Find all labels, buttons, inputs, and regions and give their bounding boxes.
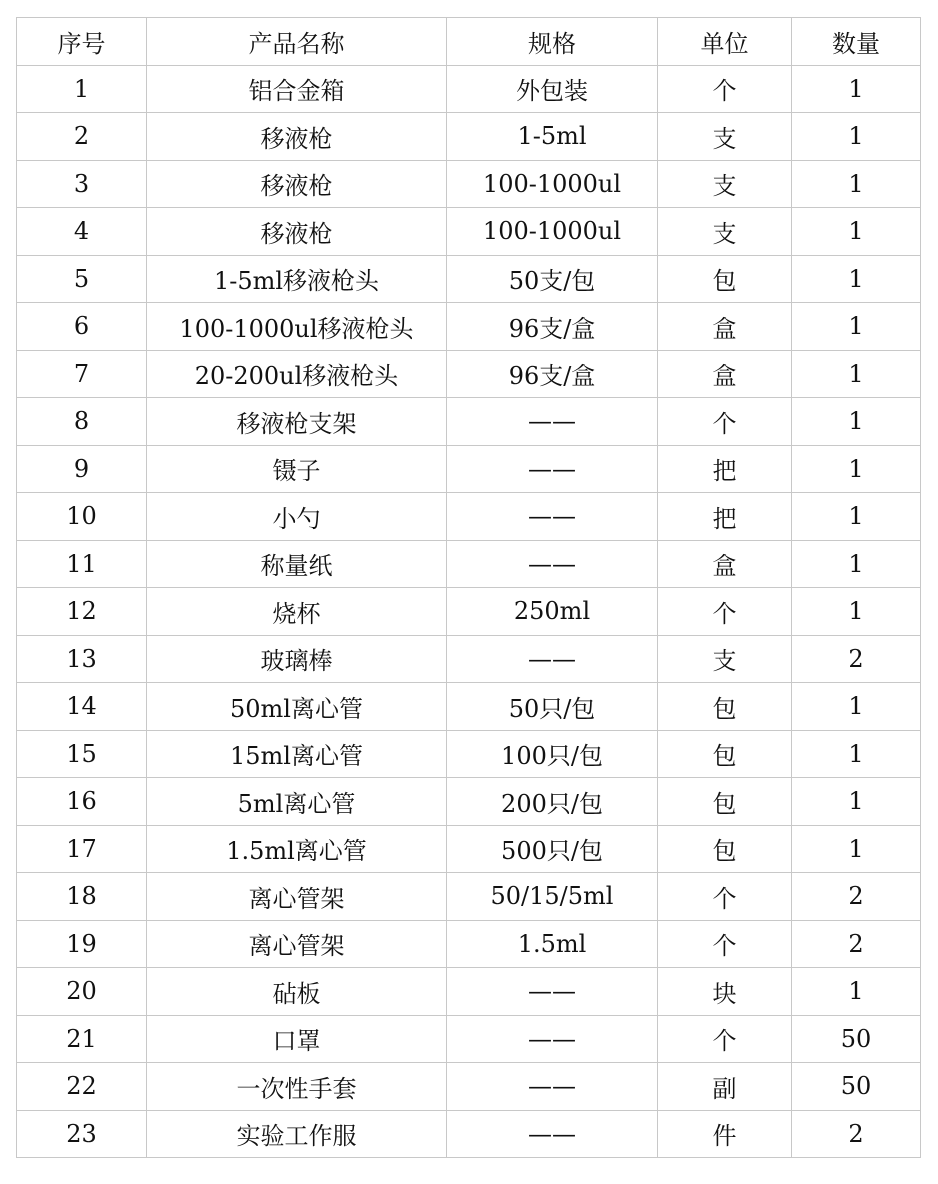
cell-product-name: 50ml离心管 xyxy=(147,683,447,731)
cell-product-name: 砧板 xyxy=(147,968,447,1016)
cell-index: 11 xyxy=(17,540,147,588)
cell-specification: 1-5ml xyxy=(447,113,658,161)
table-row xyxy=(17,1015,921,1063)
table-row xyxy=(17,588,921,636)
cell-quantity: 1 xyxy=(792,540,921,588)
cell-specification: 96支/盒 xyxy=(447,350,658,398)
cell-specification: —— xyxy=(447,398,658,446)
table-row xyxy=(17,398,921,446)
cell-product-name: 实验工作服 xyxy=(147,1110,447,1158)
equipment-table xyxy=(16,17,921,1158)
cell-quantity: 1 xyxy=(792,825,921,873)
cell-unit: 个 xyxy=(658,873,792,921)
cell-quantity: 1 xyxy=(792,445,921,493)
cell-unit: 包 xyxy=(658,730,792,778)
cell-unit: 支 xyxy=(658,208,792,256)
cell-specification: —— xyxy=(447,968,658,1016)
cell-quantity: 50 xyxy=(792,1015,921,1063)
cell-product-name: 20-200ul移液枪头 xyxy=(147,350,447,398)
cell-unit: 副 xyxy=(658,1063,792,1111)
cell-quantity: 1 xyxy=(792,730,921,778)
table-row xyxy=(17,445,921,493)
cell-unit: 个 xyxy=(658,65,792,113)
header-quantity: 数量 xyxy=(792,18,921,66)
cell-index: 15 xyxy=(17,730,147,778)
cell-specification: 50只/包 xyxy=(447,683,658,731)
cell-unit: 包 xyxy=(658,683,792,731)
cell-specification: —— xyxy=(447,1110,658,1158)
cell-specification: 1.5ml xyxy=(447,920,658,968)
table-row xyxy=(17,968,921,1016)
cell-specification: 50/15/5ml xyxy=(447,873,658,921)
table-row xyxy=(17,113,921,161)
cell-quantity: 2 xyxy=(792,1110,921,1158)
cell-index: 22 xyxy=(17,1063,147,1111)
cell-quantity: 1 xyxy=(792,493,921,541)
cell-unit: 盒 xyxy=(658,303,792,351)
table-row xyxy=(17,730,921,778)
cell-product-name: 100-1000ul移液枪头 xyxy=(147,303,447,351)
cell-unit: 支 xyxy=(658,160,792,208)
cell-product-name: 铝合金箱 xyxy=(147,65,447,113)
table-row xyxy=(17,920,921,968)
cell-product-name: 移液枪 xyxy=(147,160,447,208)
cell-unit: 盒 xyxy=(658,350,792,398)
cell-index: 16 xyxy=(17,778,147,826)
cell-quantity: 2 xyxy=(792,873,921,921)
cell-product-name: 口罩 xyxy=(147,1015,447,1063)
cell-index: 17 xyxy=(17,825,147,873)
header-unit: 单位 xyxy=(658,18,792,66)
table-row xyxy=(17,778,921,826)
cell-quantity: 1 xyxy=(792,778,921,826)
header-product-name: 产品名称 xyxy=(147,18,447,66)
cell-unit: 把 xyxy=(658,493,792,541)
cell-specification: 96支/盒 xyxy=(447,303,658,351)
cell-unit: 把 xyxy=(658,445,792,493)
header-index: 序号 xyxy=(17,18,147,66)
cell-index: 4 xyxy=(17,208,147,256)
table-row xyxy=(17,65,921,113)
cell-index: 13 xyxy=(17,635,147,683)
cell-product-name: 1.5ml离心管 xyxy=(147,825,447,873)
cell-product-name: 烧杯 xyxy=(147,588,447,636)
cell-product-name: 15ml离心管 xyxy=(147,730,447,778)
table-row xyxy=(17,540,921,588)
cell-index: 21 xyxy=(17,1015,147,1063)
table-row xyxy=(17,493,921,541)
cell-unit: 支 xyxy=(658,635,792,683)
cell-product-name: 移液枪 xyxy=(147,208,447,256)
cell-quantity: 1 xyxy=(792,160,921,208)
cell-quantity: 2 xyxy=(792,920,921,968)
table-row xyxy=(17,208,921,256)
cell-specification: 100-1000ul xyxy=(447,160,658,208)
cell-specification: 200只/包 xyxy=(447,778,658,826)
cell-product-name: 离心管架 xyxy=(147,873,447,921)
cell-specification: —— xyxy=(447,1063,658,1111)
table-row xyxy=(17,683,921,731)
table-row xyxy=(17,873,921,921)
cell-unit: 个 xyxy=(658,398,792,446)
table-row xyxy=(17,303,921,351)
cell-unit: 包 xyxy=(658,778,792,826)
table-row xyxy=(17,825,921,873)
cell-unit: 盒 xyxy=(658,540,792,588)
cell-index: 7 xyxy=(17,350,147,398)
cell-quantity: 1 xyxy=(792,65,921,113)
cell-unit: 个 xyxy=(658,920,792,968)
cell-index: 1 xyxy=(17,65,147,113)
cell-unit: 包 xyxy=(658,825,792,873)
table-row xyxy=(17,350,921,398)
cell-quantity: 1 xyxy=(792,208,921,256)
cell-quantity: 1 xyxy=(792,683,921,731)
cell-product-name: 玻璃棒 xyxy=(147,635,447,683)
table-row xyxy=(17,1110,921,1158)
cell-index: 19 xyxy=(17,920,147,968)
table-body xyxy=(17,65,921,1158)
cell-unit: 包 xyxy=(658,255,792,303)
equipment-list-sheet xyxy=(16,17,921,1158)
cell-product-name: 5ml离心管 xyxy=(147,778,447,826)
cell-unit: 块 xyxy=(658,968,792,1016)
cell-specification: 100只/包 xyxy=(447,730,658,778)
cell-specification: —— xyxy=(447,540,658,588)
cell-specification: —— xyxy=(447,445,658,493)
cell-index: 10 xyxy=(17,493,147,541)
cell-index: 20 xyxy=(17,968,147,1016)
cell-specification: 250ml xyxy=(447,588,658,636)
cell-quantity: 1 xyxy=(792,588,921,636)
cell-product-name: 称量纸 xyxy=(147,540,447,588)
cell-quantity: 1 xyxy=(792,303,921,351)
cell-quantity: 50 xyxy=(792,1063,921,1111)
table-row xyxy=(17,255,921,303)
cell-index: 6 xyxy=(17,303,147,351)
cell-specification: 外包装 xyxy=(447,65,658,113)
cell-quantity: 1 xyxy=(792,350,921,398)
cell-specification: —— xyxy=(447,635,658,683)
table-row xyxy=(17,635,921,683)
cell-index: 5 xyxy=(17,255,147,303)
cell-quantity: 1 xyxy=(792,968,921,1016)
cell-index: 18 xyxy=(17,873,147,921)
cell-quantity: 1 xyxy=(792,398,921,446)
cell-product-name: 移液枪 xyxy=(147,113,447,161)
cell-product-name: 移液枪支架 xyxy=(147,398,447,446)
cell-index: 23 xyxy=(17,1110,147,1158)
cell-index: 12 xyxy=(17,588,147,636)
cell-unit: 个 xyxy=(658,1015,792,1063)
table-header-row xyxy=(17,18,921,66)
cell-specification: 100-1000ul xyxy=(447,208,658,256)
table-row xyxy=(17,1063,921,1111)
cell-product-name: 小勺 xyxy=(147,493,447,541)
cell-index: 2 xyxy=(17,113,147,161)
cell-index: 8 xyxy=(17,398,147,446)
cell-product-name: 1-5ml移液枪头 xyxy=(147,255,447,303)
cell-quantity: 1 xyxy=(792,113,921,161)
cell-specification: —— xyxy=(447,1015,658,1063)
cell-quantity: 1 xyxy=(792,255,921,303)
cell-quantity: 2 xyxy=(792,635,921,683)
cell-specification: 500只/包 xyxy=(447,825,658,873)
cell-product-name: 离心管架 xyxy=(147,920,447,968)
cell-unit: 件 xyxy=(658,1110,792,1158)
cell-specification: —— xyxy=(447,493,658,541)
cell-product-name: 一次性手套 xyxy=(147,1063,447,1111)
table-row xyxy=(17,160,921,208)
header-specification: 规格 xyxy=(447,18,658,66)
cell-unit: 个 xyxy=(658,588,792,636)
cell-index: 3 xyxy=(17,160,147,208)
cell-product-name: 镊子 xyxy=(147,445,447,493)
cell-index: 9 xyxy=(17,445,147,493)
cell-index: 14 xyxy=(17,683,147,731)
cell-unit: 支 xyxy=(658,113,792,161)
cell-specification: 50支/包 xyxy=(447,255,658,303)
